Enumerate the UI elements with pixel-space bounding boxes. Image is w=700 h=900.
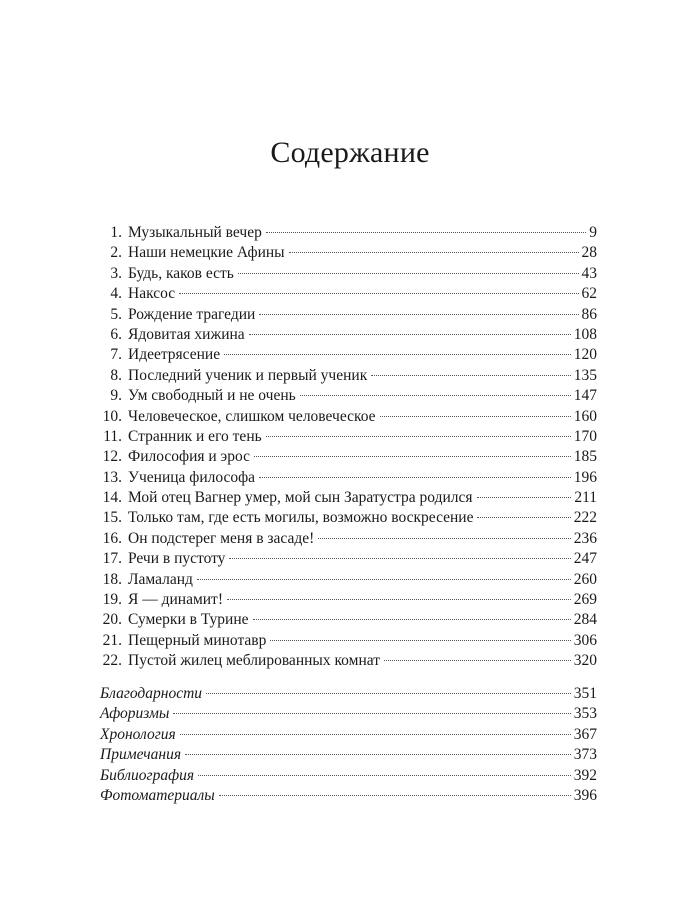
entry-page: 306 <box>573 631 597 649</box>
toc-entry[interactable] <box>100 386 597 406</box>
entry-title: Музыкальный вечер <box>128 224 262 241</box>
leader-dots <box>229 558 570 559</box>
entry-page: 396 <box>573 786 597 804</box>
leader-dots <box>173 713 570 714</box>
entry-page: 222 <box>573 509 597 527</box>
entry-page: 160 <box>573 407 597 425</box>
toc-entry[interactable] <box>100 725 597 745</box>
leader-dots <box>300 395 571 396</box>
toc-entry[interactable] <box>100 549 597 569</box>
entry-page: 170 <box>573 427 597 445</box>
entry-number: 14. <box>102 489 122 507</box>
leader-dots <box>254 456 571 457</box>
entry-number: 17. <box>102 550 122 568</box>
entry-page: 211 <box>574 489 597 507</box>
entry-number: 19. <box>102 591 122 609</box>
leader-dots <box>227 599 571 600</box>
entry-page: 269 <box>573 591 597 609</box>
entry-title: Афоризмы <box>100 705 170 723</box>
entry-title: Пещерный минотавр <box>128 631 267 649</box>
entry-title: Наксос <box>128 285 176 303</box>
toc-entry[interactable] <box>100 704 597 724</box>
leader-dots <box>477 517 570 518</box>
entry-page: 28 <box>581 244 597 262</box>
toc-entry[interactable] <box>100 345 597 365</box>
leader-dots <box>238 273 579 274</box>
entry-number: 2. <box>110 244 122 262</box>
leader-dots <box>259 477 571 478</box>
leader-dots <box>224 354 571 355</box>
entry-title: Благодарности <box>100 685 203 702</box>
leader-dots <box>259 314 578 315</box>
entry-page: 120 <box>573 346 597 364</box>
leader-dots <box>318 538 570 539</box>
toc-entry[interactable] <box>100 223 597 243</box>
entry-page: 147 <box>573 387 597 405</box>
entry-title: Примечания <box>100 746 182 764</box>
leader-dots <box>249 334 571 335</box>
leader-dots <box>266 232 586 233</box>
leader-dots <box>197 579 571 580</box>
entry-page: 43 <box>581 264 597 282</box>
leader-dots <box>219 795 571 796</box>
toc-entry[interactable] <box>100 407 597 427</box>
entry-number: 18. <box>102 570 122 588</box>
entry-number: 21. <box>102 631 122 649</box>
leader-dots <box>185 754 571 755</box>
toc-entry[interactable] <box>100 631 597 651</box>
leader-dots <box>253 619 571 620</box>
entry-title: Речи в пустоту <box>128 550 226 568</box>
entry-number: 20. <box>102 611 122 629</box>
entry-page: 108 <box>573 325 597 343</box>
toc-entry[interactable] <box>100 651 597 671</box>
entry-title: Библиография <box>100 766 195 784</box>
entry-number: 8. <box>110 366 122 384</box>
leader-dots <box>384 660 571 661</box>
entry-title: Философия и эрос <box>128 448 250 466</box>
toc-entry[interactable] <box>100 488 597 508</box>
entry-title: Я — динамит! <box>128 591 223 609</box>
leader-dots <box>380 416 571 417</box>
leader-dots <box>206 693 571 694</box>
entry-title: Он подстерег меня в засаде! <box>128 529 315 547</box>
entry-page: 135 <box>573 366 597 384</box>
chapter-list <box>100 223 597 672</box>
entry-title: Только там, где есть могилы, возможно воскресение <box>128 509 474 527</box>
leader-dots <box>477 497 572 498</box>
toc-entry[interactable] <box>100 243 597 263</box>
toc-entry[interactable] <box>100 284 597 304</box>
toc-entry[interactable] <box>100 570 597 590</box>
page-title: Содержание <box>270 136 430 169</box>
leader-dots <box>179 293 578 294</box>
entry-title: Ум свободный и не очень <box>128 387 296 405</box>
entry-page: 185 <box>573 448 597 466</box>
toc-entry[interactable] <box>100 468 597 488</box>
toc-entry[interactable] <box>100 786 597 806</box>
entry-title: Сумерки в Турине <box>128 611 249 629</box>
entry-title: Ядовитая хижина <box>128 325 245 343</box>
entry-number: 22. <box>102 652 122 670</box>
toc-entry[interactable] <box>100 508 597 528</box>
leader-dots <box>270 640 570 641</box>
entry-number: 1. <box>110 224 122 241</box>
entry-page: 196 <box>573 468 597 486</box>
entry-number: 10. <box>102 407 122 425</box>
entry-title: Человеческое, слишком человеческое <box>128 407 376 425</box>
entry-title: Ламаланд <box>128 570 193 588</box>
entry-title: Странник и его тень <box>128 427 262 445</box>
entry-page: 353 <box>573 705 597 723</box>
toc-entry[interactable] <box>100 684 597 704</box>
entry-page: 9 <box>589 224 597 241</box>
entry-title: Рождение трагедии <box>128 305 256 323</box>
leader-dots <box>266 436 571 437</box>
entry-number: 5. <box>110 305 122 323</box>
toc-entry[interactable] <box>100 529 597 549</box>
entry-number: 16. <box>102 529 122 547</box>
entry-title: Последний ученик и первый ученик <box>128 366 368 384</box>
toc-entry[interactable] <box>100 305 597 325</box>
entry-page: 236 <box>573 529 597 547</box>
entry-title: Ученица философа <box>128 468 256 486</box>
entry-title: Наши немецкие Афины <box>128 244 285 262</box>
entry-title: Будь, каков есть <box>128 264 234 282</box>
entry-number: 7. <box>110 346 122 364</box>
entry-title: Фотоматериалы <box>100 786 215 804</box>
leader-dots <box>180 734 571 735</box>
entry-number: 11. <box>103 427 122 445</box>
leader-dots <box>289 252 579 253</box>
entry-number: 4. <box>110 285 122 303</box>
entry-page: 392 <box>573 766 597 784</box>
toc-entry[interactable] <box>100 766 597 786</box>
leader-dots <box>371 375 571 376</box>
entry-number: 15. <box>102 509 122 527</box>
entry-page: 86 <box>581 305 597 323</box>
leader-dots <box>198 775 571 776</box>
entry-page: 373 <box>573 746 597 764</box>
entry-number: 6. <box>110 325 122 343</box>
entry-title: Мой отец Вагнер умер, мой сын Заратустра родился <box>128 489 473 507</box>
entry-title: Хронология <box>100 725 176 743</box>
toc-entry[interactable] <box>100 745 597 765</box>
toc-entry[interactable] <box>100 325 597 345</box>
toc-entry[interactable] <box>100 610 597 630</box>
entry-title: Пустой жилец меблированных комнат <box>128 652 380 670</box>
toc-entry[interactable] <box>100 447 597 467</box>
entry-page: 62 <box>581 285 597 303</box>
entry-number: 9. <box>110 387 122 405</box>
entry-page: 351 <box>573 685 597 702</box>
entry-number: 13. <box>102 468 122 486</box>
entry-page: 247 <box>573 550 597 568</box>
entry-page: 284 <box>573 611 597 629</box>
entry-number: 3. <box>110 264 122 282</box>
entry-page: 367 <box>573 725 597 743</box>
entry-page: 260 <box>573 570 597 588</box>
entry-number: 12. <box>102 448 122 466</box>
toc-entry[interactable] <box>100 590 597 610</box>
entry-page: 320 <box>573 652 597 670</box>
entry-title: Идеетрясение <box>128 346 221 364</box>
back-matter-list <box>100 684 597 806</box>
toc-entry[interactable] <box>100 264 597 284</box>
toc-entry[interactable] <box>100 366 597 386</box>
toc-entry[interactable] <box>100 427 597 447</box>
